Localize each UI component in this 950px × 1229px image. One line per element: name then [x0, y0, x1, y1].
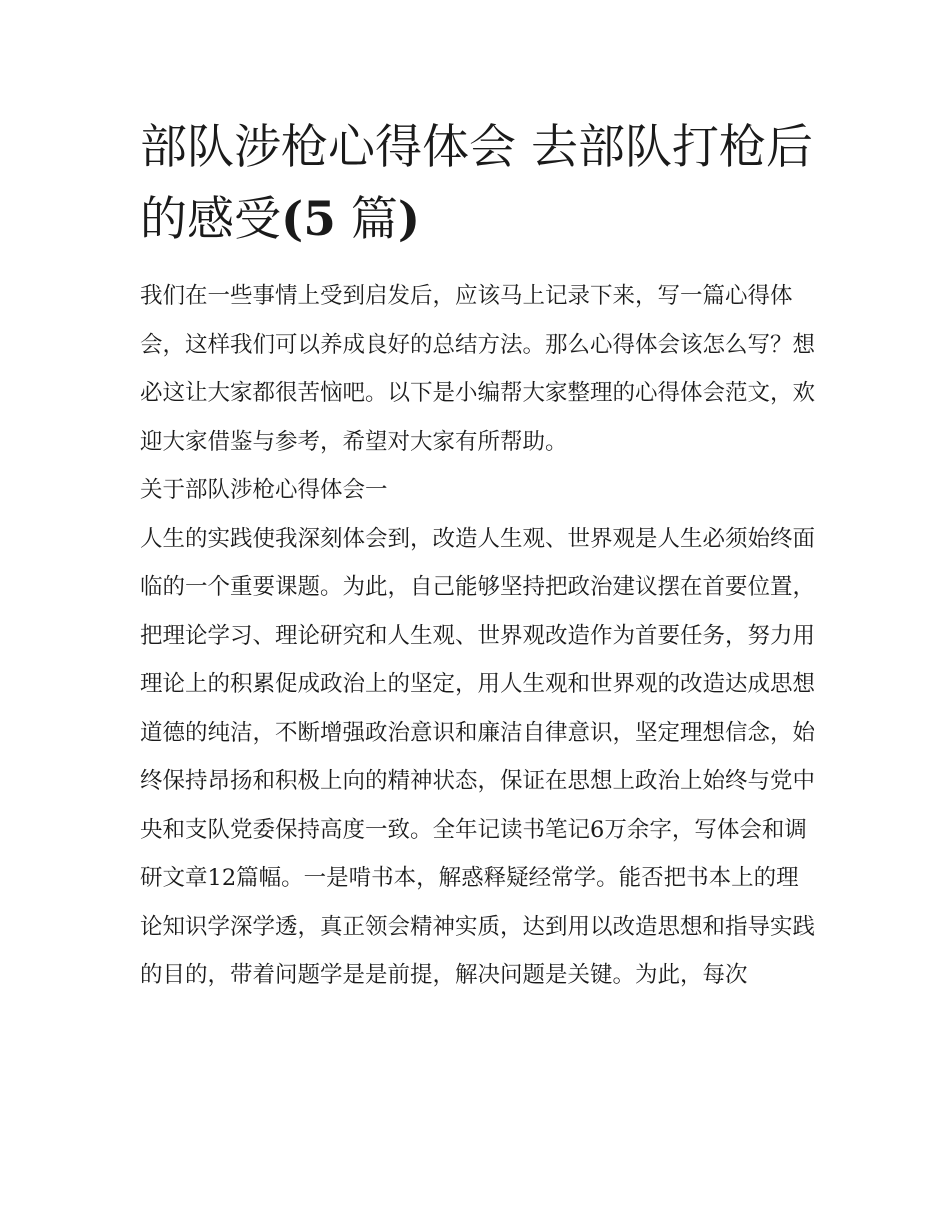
document-body	[140, 272, 816, 1000]
body-paragraph: 人生的实践使我深刻体会到，改造人生观、世界观是人生必须始终面临的一个重要课题。为此，自己能够坚持把政治建议摆在首要位置，把理论学习、理论研究和人生观、世界观改造作为首要任务，努力用理论上的积累促成政治上的坚定，用人生观和世界观的改造达成思想道德的纯洁，不断增强政治意识和廉洁自律意识，坚定理想信念，始终保持昂扬和积极上向的精神状态，保证在思想上政治上始终与党中央和支队党委保持高度一致。全年记读书笔记6万余字，写体会和调研文章12篇幅。一是啃书本，解惑释疑经常学。能否把书本上的理论知识学深学透，真正领会精神实质，达到用以改造思想和指导实践的目的，带着问题学是是前提，解决问题是关键。为此，每次	[140, 525, 816, 988]
title-count-open: (5	[281, 192, 336, 247]
document-title	[140, 112, 816, 256]
title-count-unit: 篇	[350, 192, 398, 247]
intro-paragraph: 我们在一些事情上受到启发后，应该马上记录下来，写一篇心得体会，这样我们可以养成良好的总结方法。那么心得体会该怎么写？想必这让大家都很苦恼吧。以下是小编帮大家整理的心得体会范文，欢迎大家借鉴与参考，希望对大家有所帮助。	[140, 283, 816, 455]
title-count-close: )	[397, 192, 421, 247]
title-text: 部队涉枪心得体会 去部队打枪后的感受	[140, 120, 813, 247]
section-heading: 关于部队涉枪心得体会一	[140, 477, 388, 503]
document-page	[140, 112, 816, 1000]
